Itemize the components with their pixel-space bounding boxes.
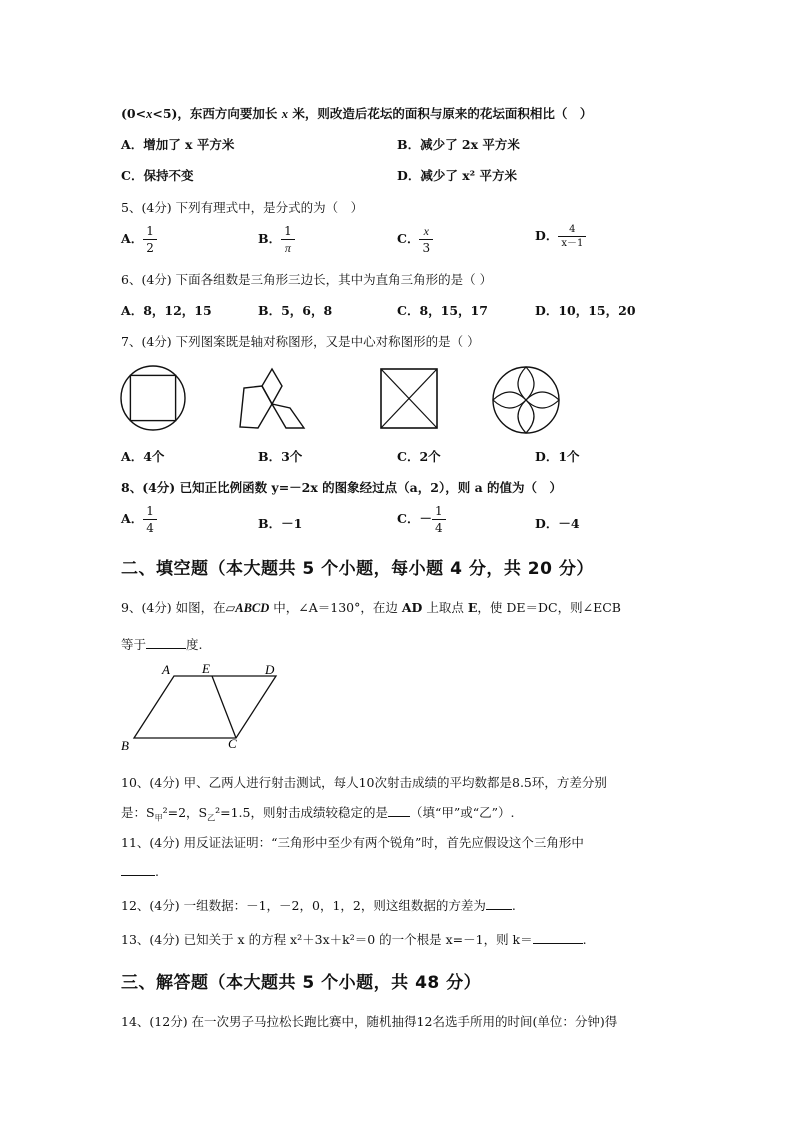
q4-option-b: B．减少了 2x 平方米 [397, 137, 520, 152]
q8-option-c: C．－ $\frac{1}{4}$ [397, 503, 446, 536]
q13: 13、(4分) 已知关于 x 的方程 x²＋3x＋k²＝0 的一个根是 x=－1，则 k＝ . [121, 932, 587, 947]
q7-option-a: A．4个 [121, 449, 165, 464]
q8-option-d: D．－4 [535, 516, 580, 531]
q6-option-a: A．8，12，15 [121, 303, 212, 318]
q7-stem: 7、(4分) 下列图案既是轴对称图形，又是中心对称图形的是（ ） [121, 334, 480, 349]
q6-option-c: C．8，15，17 [397, 303, 488, 318]
q4-stem-tail: (0<x<5)，东西方向要加长 x 米，则改造后花坛的面积与原来的花坛面积相比（ ） [121, 106, 593, 121]
q9-stem: 9、(4分) 如图，在▱ABCD 中，∠A＝130°，在边 AD 上取点 E，使 DE＝DC，则∠ECB [121, 600, 621, 615]
q10-line-2: 是：$S_甲^2=2$，$S_乙^2=1.5$，则射击成绩较稳定的是 （填“甲”或“乙”）. [121, 805, 515, 823]
q7-option-b: B．3个 [258, 449, 303, 464]
q4-option-c: C．保持不变 [121, 168, 194, 183]
q13-blank[interactable] [533, 932, 583, 944]
q5-stem: 5、(4分) 下列有理式中，是分式的为（ ） [121, 200, 364, 215]
q11-blank[interactable] [121, 864, 155, 876]
q5-option-c: C． $\frac{x}{3}$ [397, 223, 433, 256]
q4-option-d: D．减少了 x² 平方米 [397, 168, 517, 183]
parallelogram-figure [118, 660, 288, 752]
q5-option-d: D． $\frac{4}{x-1}$ [535, 223, 586, 250]
figure-three-rhombus-icon [236, 364, 312, 436]
label-e: E [202, 661, 210, 676]
q6-option-d: D．10，15，20 [535, 303, 636, 318]
section-3-heading: 三、解答题（本大题共 5 个小题，共 48 分） [121, 973, 482, 993]
label-a: A [162, 662, 170, 677]
label-c: C [228, 736, 237, 751]
q8-option-b: B．－1 [258, 516, 303, 531]
q12-blank[interactable] [486, 898, 512, 910]
q6-option-b: B．5，6，8 [258, 303, 333, 318]
q8-option-a: A． $\frac{1}{4}$ [121, 503, 157, 536]
q8-stem: 8、(4分) 已知正比例函数 y=－2x 的图象经过点（a，2），则 a 的值为（ ） [121, 480, 563, 495]
q7-option-c: C．2个 [397, 449, 441, 464]
q7-option-d: D．1个 [535, 449, 580, 464]
figure-circle-square-icon [118, 364, 198, 436]
figure-circle-flower-icon [490, 364, 562, 436]
q14-line-1: 14、(12分) 在一次男子马拉松长跑比赛中，随机抽得12名选手所用的时间(单位：分钟)得 [121, 1014, 618, 1029]
q11-line-2: . [121, 864, 159, 879]
section-2-heading: 二、填空题（本大题共 5 个小题，每小题 4 分，共 20 分） [121, 559, 594, 579]
q12: 12、(4分) 一组数据：－1，－2，0，1，2，则这组数据的方差为 . [121, 898, 516, 913]
q11-line-1: 11、(4分) 用反证法证明：“三角形中至少有两个锐角”时，首先应假设这个三角形中 [121, 835, 584, 850]
label-b: B [121, 738, 129, 752]
q10-blank[interactable] [388, 805, 410, 817]
q5-option-b: B． $\frac{1}{\pi}$ [258, 223, 295, 256]
figure-square-cross-icon [378, 366, 442, 432]
q5-option-a: A． $\frac{1}{2}$ [121, 223, 157, 256]
q4-option-a: A．增加了 x 平方米 [121, 137, 235, 152]
q9-blank[interactable] [146, 637, 186, 649]
q10-line-1: 10、(4分) 甲、乙两人进行射击测试，每人10次射击成绩的平均数都是8.5环，方差分别 [121, 775, 607, 790]
q6-stem: 6、(4分) 下面各组数是三角形三边长，其中为直角三角形的是（ ） [121, 272, 493, 287]
label-d: D [265, 662, 275, 677]
q9-answer-line: 等于 度. [121, 637, 203, 652]
